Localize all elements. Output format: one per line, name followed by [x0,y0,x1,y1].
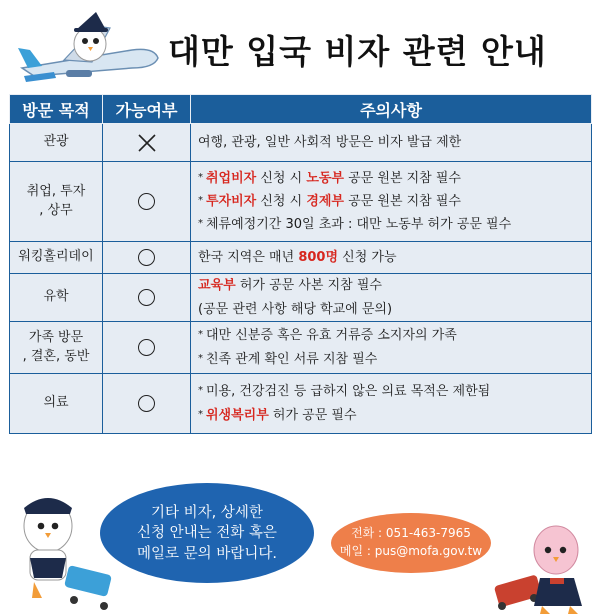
bullet-marker: * [198,385,203,397]
highlight-text: 800명 [298,249,339,265]
purpose-cell [10,242,103,274]
highlight-text: 위생복리부 [206,407,269,423]
contact-email: 메일 : pus@mofa.gov.tw [339,544,483,558]
available-circle-icon [138,395,155,412]
note-line [198,380,591,403]
bullet-marker: * [198,408,203,420]
available-circle-icon [138,339,155,356]
purpose-cell [10,322,103,374]
available-circle-icon [138,249,155,266]
table-row [10,374,592,434]
purpose-cell [10,124,103,162]
note-text: 공문 원본 지참 필수 [344,193,461,209]
purpose-label: 관광 [43,134,69,150]
contact-bubble [331,513,491,573]
purpose-cell [10,162,103,242]
note-text: 여행, 관광, 일반 사회적 방문은 비자 발급 제한 [198,134,462,150]
note-line [198,274,591,297]
table-row [10,322,592,374]
availability-cell [103,242,191,274]
note-text: 미용, 건강검진 등 급하지 않은 의료 목적은 제한됨 [206,384,491,400]
note-text: 친족 관계 확인 서류 지참 필수 [206,351,378,367]
highlight-text: 취업비자 [206,170,257,186]
purpose-label: 가족 방문 [28,329,84,345]
note-line [198,348,591,371]
header-purpose: 방문 목적 [10,95,103,124]
contact-phone: 전화 : 051-463-7965 [351,526,471,540]
purpose-cell [10,274,103,322]
not-available-x-icon [136,132,158,154]
header-notes: 주의사항 [191,95,592,124]
notes-cell [191,162,592,242]
purpose-label: 워킹홀리데이 [18,249,94,265]
notes-cell [191,124,592,162]
purpose-label: , 결혼, 동반 [22,348,90,364]
highlight-text: 경제부 [306,193,344,209]
table-row [10,274,592,322]
table-row [10,124,592,162]
note-text: 허가 공문 사본 지참 필수 [235,278,382,294]
header [0,0,600,92]
purpose-cell [10,374,103,434]
availability-cell [103,322,191,374]
inquiry-line: 신청 안내는 전화 혹은 [137,525,277,542]
note-text: 신청 가능 [338,249,397,265]
highlight-text: 교육부 [198,278,236,294]
note-text: 대만 신분증 혹은 유효 거류증 소지자의 가족 [206,328,457,344]
availability-cell [103,124,191,162]
table-row [10,242,592,274]
table-header-row [10,95,592,124]
note-line [198,246,591,269]
purpose-label: 의료 [43,395,69,411]
bullet-marker: * [198,194,203,206]
inquiry-line: 기타 비자, 상세한 [151,505,263,521]
bullet-marker: * [198,329,203,341]
available-circle-icon [138,193,155,210]
note-line [198,167,591,190]
bullet-marker: * [198,352,203,364]
note-line [198,190,591,213]
availability-cell [103,274,191,322]
available-circle-icon [138,289,155,306]
purpose-label: 유학 [43,289,69,305]
note-text: 체류예정기간 30일 초과 : 대만 노동부 허가 공문 필수 [206,217,512,233]
note-text: 신청 시 [256,193,307,209]
note-text: 허가 공문 필수 [268,407,357,423]
inquiry-line: 메일로 문의 바랍니다. [137,545,277,562]
note-line [198,298,591,321]
purpose-label: 취업, 투자 [26,183,86,199]
note-line [198,404,591,427]
notes-cell [191,274,592,322]
highlight-text: 투자비자 [206,193,257,209]
mascot-with-suitcase-icon [490,520,590,615]
inquiry-bubble [100,483,314,583]
availability-cell [103,162,191,242]
note-line [198,213,591,236]
note-text: 공문 원본 지참 필수 [344,170,461,186]
page-title: 대만 입국 비자 관련 안내 [168,32,547,71]
notes-cell [191,242,592,274]
note-line [198,131,591,154]
note-text: (공문 관련 사항 해당 학교에 문의) [198,301,393,317]
visa-table [9,94,592,434]
note-text: 신청 시 [256,170,307,186]
header-availability: 가능여부 [103,95,191,124]
table-row [10,162,592,242]
availability-cell [103,374,191,434]
note-text: 한국 지역은 매년 [198,249,299,265]
note-line [198,324,591,347]
notes-cell [191,322,592,374]
bullet-marker: * [198,171,203,183]
bullet-marker: * [198,218,203,230]
airplane-mascot-icon [14,10,164,90]
notes-cell [191,374,592,434]
highlight-text: 노동부 [306,170,344,186]
purpose-label: , 상무 [39,202,73,218]
